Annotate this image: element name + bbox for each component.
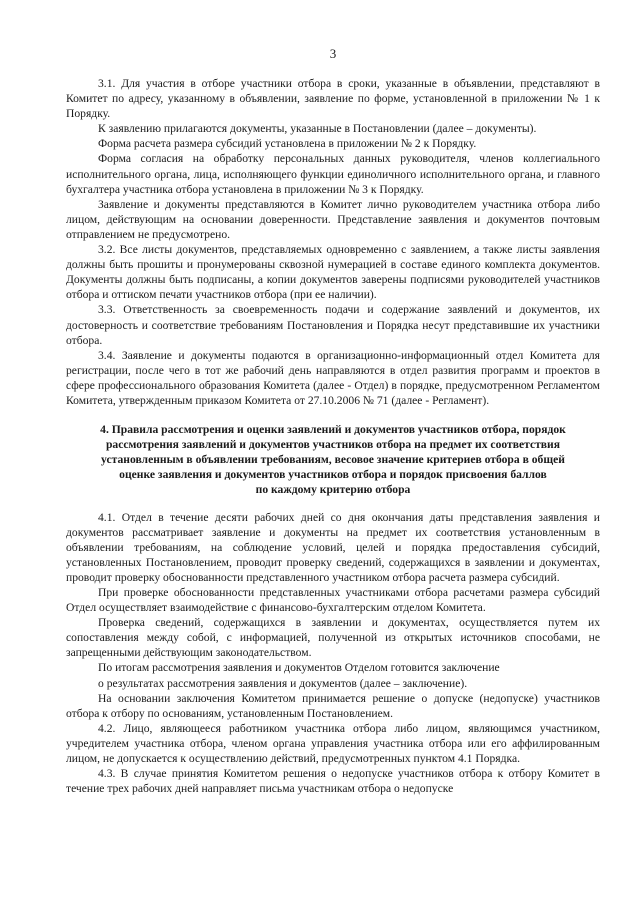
paragraph-attachments: К заявлению прилагаются документы, указанные в Постановлении (далее – документы). bbox=[98, 122, 537, 136]
paragraph-4-1: 4.1. Отдел в течение десяти рабочих дней со дня окончания даты представления заявления и документов рассматривает заявление и документы на предмет их соответствия установленным в объявлении требованиям, на соблюдение условий, целей и порядка предоставления субсидий, установленных Постановлением, проводит проверку сведений, содержащихся в заявлении и документах, проводит проверку обоснованности представленного участником отбора расчета размера субсидий. bbox=[66, 510, 600, 584]
paragraph-consent-form: Форма согласия на обработку персональных данных руководителя, членов коллегиального исполнительного органа, лица, исполняющего функции единоличного исполнительного органа, и главного бухгалтера участника отбора установлена в приложении № 3 к Порядку. bbox=[66, 152, 600, 196]
paragraph-3-1: 3.1. Для участия в отборе участники отбора в сроки, указанные в объявлении, представляют в Комитет по адресу, указанному в объявлении, заявление по форме, установленной в приложении № 1 к Порядку. bbox=[66, 77, 600, 121]
paragraph-validation: При проверке обоснованности представленных участниками отбора расчетами размера субсидий Отдел осуществляет взаимодействие с финансово-бухгалтерским отделом Комитета. bbox=[66, 586, 600, 615]
paragraph-verification: Проверка сведений, содержащихся в заявлении и документах, осуществляется путем их сопоставления между собой, с информацией, полученной из открытых источников способами, не запрещенными действующим законодательством. bbox=[66, 616, 600, 660]
paragraph-subsidy-form: Форма расчета размера субсидий установлена в приложении № 2 к Порядку. bbox=[98, 137, 477, 151]
paragraph-3-4: 3.4. Заявление и документы подаются в организационно-информационный отдел Комитета для регистрации, после чего в тот же рабочий день направляются в отдел развития программ и проектов в сфере профессионального образования Комитета (далее - Отдел) в порядке, предусмотренном Регламентом Комитета, утвержденным приказом Комитета от 27.10.2006 № 71 (далее - Регламент). bbox=[66, 348, 600, 407]
section-4-heading-line: рассмотрения заявлений и документов участников отбора на предмет их соответствия bbox=[105, 438, 561, 452]
paragraph-decision: На основании заключения Комитетом принимается решение о допуске (недопуске) участников отбора к отбору по основаниям, установленным Постановлением. bbox=[66, 691, 600, 720]
section-4-heading-line: оценке заявления и документов участников отбора и порядок присвоения баллов bbox=[119, 468, 547, 482]
section-3-body bbox=[66, 76, 600, 408]
section-4-heading-line: установленным в объявлении требованиям, весовое значение критериев отбора в общей bbox=[101, 453, 565, 467]
section-4-heading bbox=[72, 422, 594, 497]
paragraph-4-3: 4.3. В случае принятия Комитетом решения о недопуске участников отбора к отбору Комитет в течение трех рабочих дней направляет письма участникам отбора о недопуске bbox=[66, 767, 600, 796]
section-4-heading-line: 4. Правила рассмотрения и оценки заявлений и документов участников отбора, порядок bbox=[100, 423, 566, 437]
paragraph-conclusion: По итогам рассмотрения заявления и документов Отделом готовится заключение bbox=[98, 661, 500, 675]
paragraph-3-3: 3.3. Ответственность за своевременность подачи и содержание заявлений и документов, их достоверность и соответствие требованиям Постановления и Порядка несут представившие их участники отбора. bbox=[66, 303, 600, 347]
paragraph-3-2: 3.2. Все листы документов, представляемых одновременно с заявлением, а также листы заявления должны быть прошиты и пронумерованы сквозной нумерацией в составе единого комплекта документов. Документы должны быть подписаны, а копии документов заверены подписями руководителей участников отбора и оттиском печати участников отбора (при ее наличии). bbox=[66, 243, 600, 302]
paragraph-submission: Заявление и документы представляются в Комитет лично руководителем участника отбора либо лицом, действующим на основании доверенности. Представление заявления и документов почтовым отправлением не предусмотрено. bbox=[66, 197, 600, 241]
section-4-body bbox=[66, 510, 600, 797]
page-number: 3 bbox=[329, 46, 337, 61]
paragraph-conclusion-cont: о результатах рассмотрения заявления и документов (далее – заключение). bbox=[98, 676, 468, 690]
section-4-heading-line: по каждому критерию отбора bbox=[255, 483, 411, 497]
paragraph-4-2: 4.2. Лицо, являющееся работником участника отбора либо лицом, являющимся участником, учредителем участника отбора, членом органа управления участника отбора или его аффилированным лицом, не допускается к осуществлению действий, предусмотренных пунктом 4.1 Порядка. bbox=[66, 721, 600, 766]
